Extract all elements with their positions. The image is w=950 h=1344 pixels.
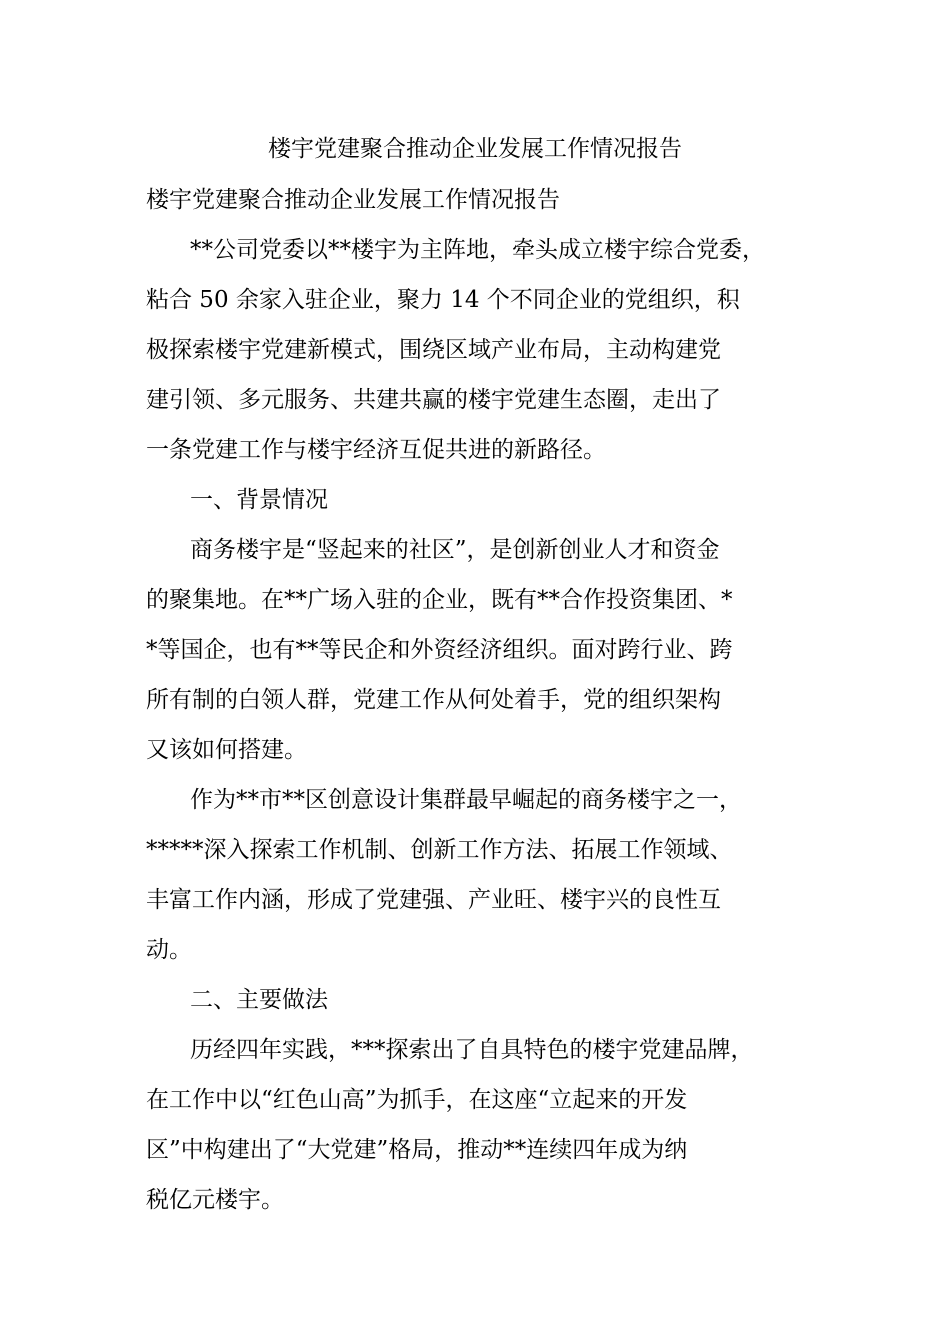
paragraph-line: 的聚集地。在**广场入驻的企业，既有**合作投资集团、* <box>146 587 733 613</box>
paragraph-line: 极探索楼宇党建新模式，围绕区域产业布局，主动构建党 <box>146 337 721 363</box>
paragraph-line: 动。 <box>146 937 192 963</box>
paragraph-line: 粘合 50 余家入驻企业，聚力 14 个不同企业的党组织，积 <box>146 287 740 313</box>
paragraph-line: 作为**市**区创意设计集群最早崛起的商务楼宇之一， <box>190 787 742 813</box>
paragraph-line: **公司党委以**楼宇为主阵地，牵头成立楼宇综合党委， <box>190 237 765 263</box>
paragraph-line: 又该如何搭建。 <box>146 737 307 763</box>
paragraph-line: *等国企，也有**等民企和外资经济组织。面对跨行业、跨 <box>146 637 733 663</box>
section-heading: 一、背景情况 <box>190 487 328 513</box>
section-heading: 二、主要做法 <box>190 987 328 1013</box>
document-subtitle: 楼宇党建聚合推动企业发展工作情况报告 <box>146 187 560 213</box>
paragraph-line: 税亿元楼宇。 <box>146 1187 284 1213</box>
paragraph-line: 所有制的白领人群，党建工作从何处着手，党的组织架构 <box>146 687 721 713</box>
paragraph-line: 在工作中以“红色山高”为抓手，在这座“立起来的开发 <box>146 1087 688 1113</box>
paragraph-line: 区”中构建出了“大党建”格局，推动**连续四年成为纳 <box>146 1137 688 1163</box>
paragraph-line: 一条党建工作与楼宇经济互促共进的新路径。 <box>146 437 606 463</box>
paragraph-line: 丰富工作内涵，形成了党建强、产业旺、楼宇兴的良性互 <box>146 887 721 913</box>
paragraph-line: 建引领、多元服务、共建共赢的楼宇党建生态圈，走出了 <box>146 387 721 413</box>
document-title: 楼宇党建聚合推动企业发展工作情况报告 <box>268 136 682 162</box>
paragraph-line: 商务楼宇是“竖起来的社区”，是创新创业人才和资金 <box>190 537 720 563</box>
paragraph-line: 历经四年实践，***探索出了自具特色的楼宇党建品牌， <box>190 1037 754 1063</box>
paragraph-line: *****深入探索工作机制、创新工作方法、拓展工作领域、 <box>146 837 733 863</box>
